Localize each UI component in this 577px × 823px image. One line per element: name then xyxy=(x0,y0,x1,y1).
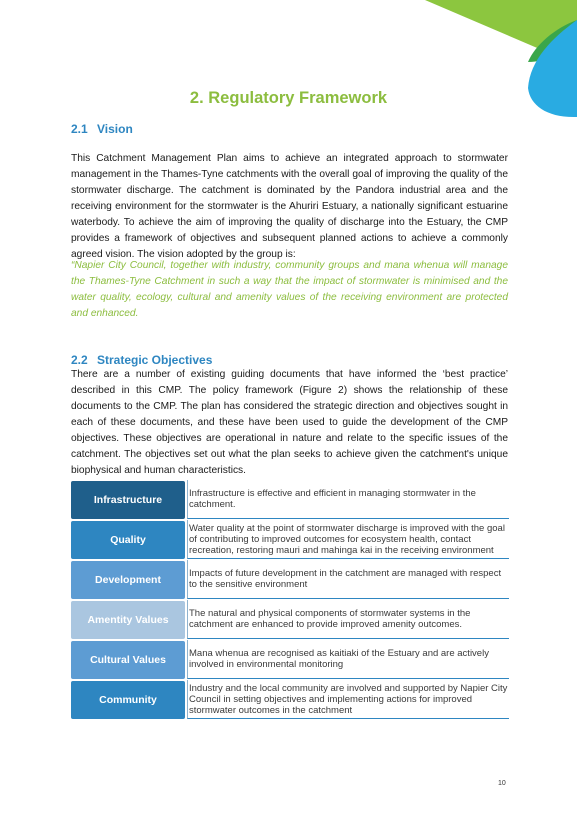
objective-description: The natural and physical components of stormwater systems in the catchment are enhanced to provide improved amenity outcomes. xyxy=(187,600,509,639)
section-number: 2.1 xyxy=(71,122,88,136)
vision-paragraph: This Catchment Management Plan aims to achieve an integrated approach to stormwater management in the Thames-Tyne catchments with the overall goal of improving the quality of the stormwater discharge. The catchment is dominated by the Pandora industrial area and the receiving environment for the stormwater is the Ahuriri Estuary, a nationally significant estuarine waterbody. To achieve the aim of improving the quality of discharge into the Estuary, the CMP provides a framework of objectives and subsequent planned actions to achieve a commonly agreed vision. The vision adopted by the group is: xyxy=(71,153,508,260)
objective-description: Industry and the local community are involved and supported by Napier City Council in setting objectives and implementing actions for improved stormwater outcomes in the catchment xyxy=(187,680,509,719)
section-title: Vision xyxy=(97,122,133,136)
section-number: 2.2 xyxy=(71,353,88,367)
objective-description: Water quality at the point of stormwater discharge is improved with the goal of contributing to improved outcomes for ecosystem health, contact recreation, restoring mauri and mahinga kai in the receiving environment xyxy=(187,520,509,559)
objective-description: Infrastructure is effective and efficient in managing stormwater in the catchment. xyxy=(187,480,509,519)
objective-row-infrastructure xyxy=(71,480,511,520)
objective-row-community xyxy=(71,680,511,720)
objective-description: Impacts of future development in the catchment are managed with respect to the sensitive environment xyxy=(187,560,509,599)
section-heading-objectives xyxy=(71,353,212,367)
objective-label: Development xyxy=(71,561,185,599)
objective-label: Cultural Values xyxy=(71,641,185,679)
objective-row-amenity-values xyxy=(71,600,511,640)
objective-row-cultural-values xyxy=(71,640,511,680)
section-title: Strategic Objectives xyxy=(97,353,213,367)
objective-label: Quality xyxy=(71,521,185,559)
objective-label: Infrastructure xyxy=(71,481,185,519)
objectives-table xyxy=(71,480,511,720)
objective-row-quality xyxy=(71,520,511,560)
objective-label: Community xyxy=(71,681,185,719)
section-heading-vision xyxy=(71,122,133,136)
objectives-paragraph: There are a number of existing guiding documents that have informed the ‘best practice’ described in this CMP. The policy framework (Figure 2) shows the relationship of these documents to the CMP. The plan has considered the strategic direction and objectives sought in each of these documents, and these have been used to guide the development of the CMP objectives. These objectives are operational in nature and relate to the specific issues of the catchment. The objectives set out what the plan seeks to achieve given the catchment's unique biophysical and human characteristics. xyxy=(71,369,508,476)
objective-row-development xyxy=(71,560,511,600)
objective-description: Mana whenua are recognised as kaitiaki of the Estuary and are actively involved in environmental monitoring xyxy=(187,640,509,679)
page-number: 10 xyxy=(498,780,506,787)
corner-decoration xyxy=(0,0,577,130)
vision-quote: “Napier City Council, together with industry, community groups and mana whenua will manage the Thames-Tyne Catchment in such a way that the impact of stormwater is minimised and the water quality, ecology, cultural and amenity values of the receiving environment are protected and enhanced. xyxy=(71,260,508,319)
objective-label: Amentity Values xyxy=(71,601,185,639)
page-title: 2. Regulatory Framework xyxy=(189,89,388,107)
